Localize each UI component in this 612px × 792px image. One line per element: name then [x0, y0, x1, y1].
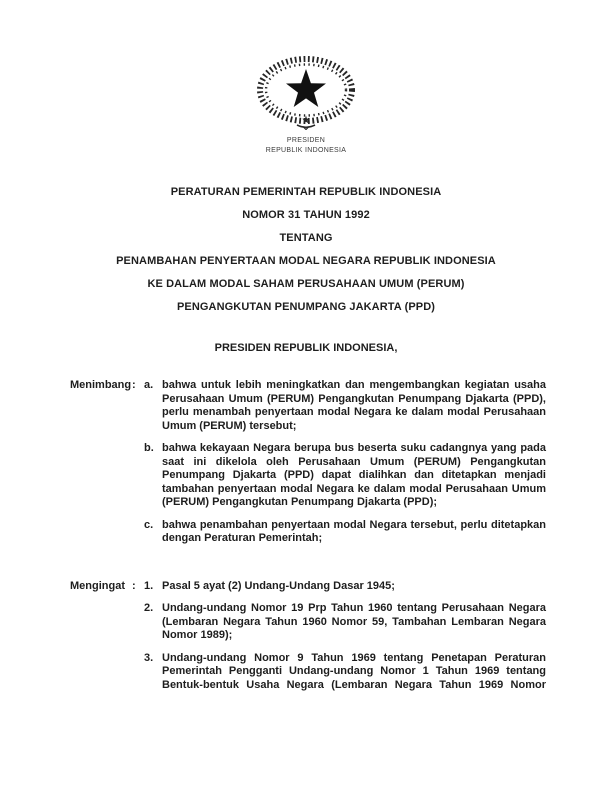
regulation-title [0, 181, 612, 319]
menimbang-label: Menimbang [70, 379, 132, 391]
document-body [70, 379, 546, 692]
title-line-subject-1: PENAMBAHAN PENYERTAAN MODAL NEGARA REPUBLIK INDONESIA [116, 255, 496, 267]
item-marker: c. [144, 518, 154, 531]
item-text: bahwa kekayaan Negara berupa bus beserta suku cadangnya yang pada saat ini dikelola oleh Perusahaan Umum (PERUM) Pengangkutan Penumpang Djakarta (PPD) dapat dialihkan dan ditetapkan menjadi tambahan penyertaan modal Negara ke dalam modal Perusahaan Umum (PERUM) Pengangkutan Penumpang Djakarta (PPD); [162, 442, 546, 508]
item-marker: 3. [144, 651, 154, 664]
consideration-item-b [144, 442, 546, 510]
section-mengingat [70, 580, 546, 693]
section-menimbang [70, 379, 546, 546]
legal-basis-item-3 [144, 652, 546, 693]
presidential-star-emblem [0, 56, 612, 132]
item-marker: a. [144, 379, 154, 391]
menimbang-colon: : [132, 379, 136, 391]
consideration-item-c [144, 519, 546, 546]
item-marker: b. [144, 442, 154, 454]
legal-basis-item-1 [144, 580, 546, 594]
title-line-subject-3: PENGANGKUTAN PENUMPANG JAKARTA (PPD) [176, 301, 436, 313]
menimbang-items [144, 379, 546, 546]
consideration-item-a [144, 379, 546, 433]
item-marker: 2. [144, 602, 154, 614]
letterhead [0, 56, 612, 155]
title-line-subject-2: KE DALAM MODAL SAHAM PERUSAHAAN UMUM (PERUM) [147, 278, 465, 290]
legal-basis-item-2 [144, 602, 546, 643]
mengingat-colon: : [132, 579, 136, 592]
salutation-line: PRESIDEN REPUBLIK INDONESIA, [214, 342, 398, 354]
item-text: bahwa penambahan penyertaan modal Negara tersebut, perlu ditetapkan dengan Peraturan Pemerintah; [162, 518, 546, 544]
item-text: bahwa untuk lebih meningkatkan dan mengembangkan kegiatan usaha Perusahaan Umum (PERUM) Pengangkutan Penumpang Djakarta (PPD), perlu menambah penyertaan modal Negara ke dalam modal Perusahaan Umum (PERUM) tersebut; [162, 379, 546, 432]
item-marker: 1. [144, 579, 154, 592]
letterhead-republik-indonesia: REPUBLIK INDONESIA [265, 146, 347, 154]
title-line-regulation-type: PERATURAN PEMERINTAH REPUBLIK INDONESIA [170, 186, 442, 198]
star-wreath-icon [254, 56, 358, 130]
title-line-number-year: NOMOR 31 TAHUN 1992 [242, 209, 370, 221]
mengingat-label: Mengingat [70, 579, 125, 592]
letterhead-presiden: PRESIDEN [286, 137, 326, 144]
item-text: Undang-undang Nomor 19 Prp Tahun 1960 tentang Perusahaan Negara (Lembaran Negara Tahun 1960 Nomor 59, Tambahan Lembaran Negara Nomor 1989); [162, 602, 546, 641]
item-text: Undang-undang Nomor 9 Tahun 1969 tentang Penetapan Peraturan Pemerintah Pengganti Undang-undang Nomor 1 Tahun 1969 tentang Bentuk-bentuk Usaha Negara (Lembaran Negara Tahun 1969 Nomor [162, 651, 546, 691]
mengingat-items [144, 580, 546, 693]
item-text: Pasal 5 ayat (2) Undang-Undang Dasar 1945; [162, 579, 395, 592]
title-line-tentang: TENTANG [279, 232, 333, 244]
